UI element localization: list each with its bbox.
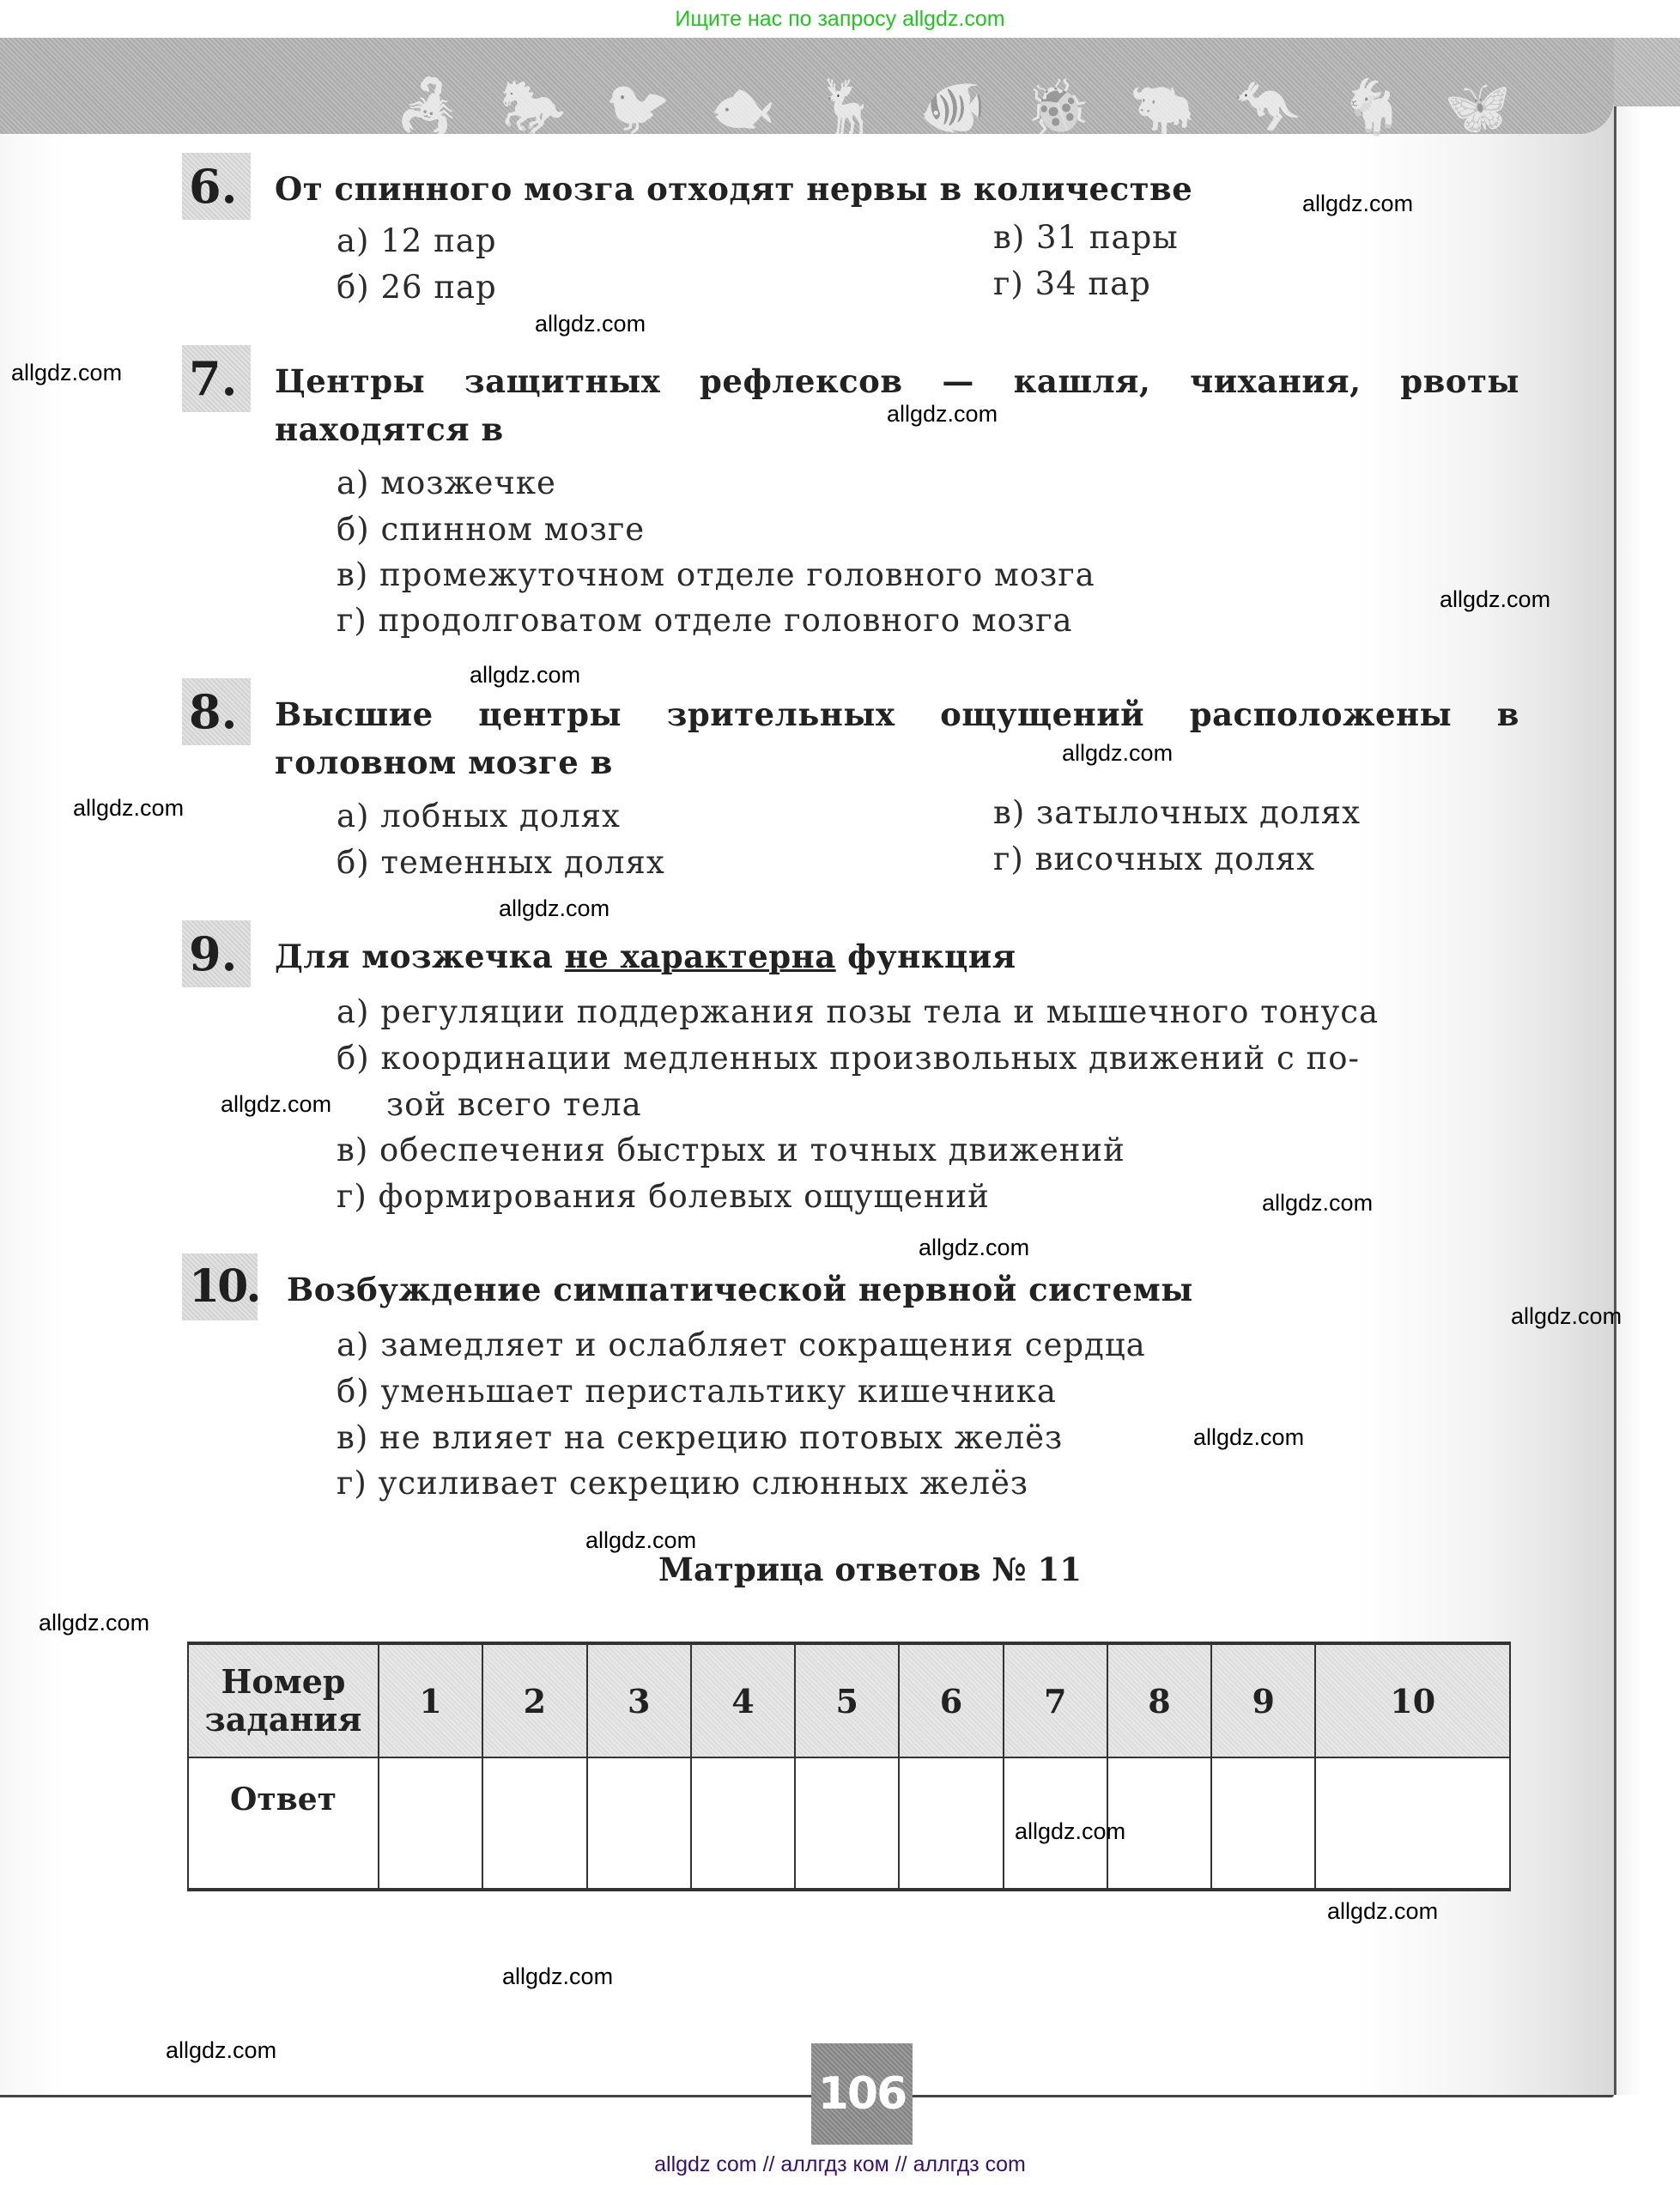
watermark: allgdz.com [73,795,185,821]
option-v: в) 31 пары [993,219,1179,256]
question-number-badge: 10. [182,1253,258,1320]
question-number-badge: 9. [182,920,251,987]
option-a: а) мозжечке [337,464,556,501]
answer-cell-5[interactable] [795,1757,899,1890]
option-v: в) затылочных долях [993,794,1361,831]
task-column-5: 5 [795,1643,899,1757]
option-g: г) формирования болевых ощущений [337,1178,990,1215]
insect-icon: 🐞 [1024,76,1091,138]
matrix-header-row [188,1643,1510,1757]
answer-cell-2[interactable] [482,1757,586,1890]
option-b: б) 26 пар [337,269,497,306]
task-column-1: 1 [379,1643,482,1757]
task-column-2: 2 [482,1643,586,1757]
option-b: б) уменьшает перистальтику кишечника [337,1373,1057,1410]
antelope-icon: 🐐 [1339,76,1406,138]
option-a: а) регуляции поддержания позы тела и мышечного тонуса [337,993,1380,1030]
emphasis-underline: не характерна [564,938,836,975]
answer-matrix-title: Матрица ответов № 11 [658,1551,1082,1588]
animal-silhouettes-strip [395,57,1511,138]
option-b: б) координации медленных произвольных движений с по- [337,1040,1360,1077]
option-v: в) промежуточном отделе головного мозга [337,556,1095,593]
option-v: в) не влияет на секрецию потовых желёз [337,1419,1064,1456]
watermark: allgdz.com [166,2037,277,2063]
watermark: allgdz.com [1511,1303,1622,1329]
kangaroo-icon: 🦘 [1234,76,1301,138]
option-b: б) теменных долях [337,844,665,881]
watermark: allgdz.com [1262,1190,1374,1216]
answer-cell-3[interactable] [587,1757,691,1890]
watermark: allgdz.com [535,311,646,337]
next-page-edge [1614,38,1680,2095]
option-g: г) 34 пар [993,265,1151,302]
watermark: allgdz.com [1015,1818,1126,1844]
matrix-answer-row [188,1757,1510,1890]
task-column-10: 10 [1315,1643,1510,1757]
scorpion-icon: 🦂 [395,76,462,138]
option-g: г) продолговатом отделе головного мозга [337,602,1073,639]
question-text: От спинного мозга отходят нервы в количестве [275,170,1193,208]
option-g: г) усиливает секрецию слюнных желёз [337,1465,1029,1502]
watermark: allgdz.com [585,1527,697,1553]
butterfly-icon: 🦋 [1444,76,1511,138]
next-page-header-band [1614,38,1680,106]
option-b: б) спинном мозге [337,511,646,548]
watermark: allgdz.com [470,662,581,688]
answer-cell-4[interactable] [691,1757,795,1890]
watermark: allgdz.com [887,401,998,427]
task-column-9: 9 [1211,1643,1315,1757]
question-text: Для мозжечка не характерна функция [275,938,1016,975]
watermark: allgdz.com [1440,586,1551,612]
question-number-badge: 7. [182,345,251,412]
watermark: allgdz.com [502,1963,614,1989]
task-column-3: 3 [587,1643,691,1757]
option-a: а) 12 пар [337,222,497,259]
question-text: Возбуждение симпатической нервной системы [287,1271,1193,1308]
question-number-badge: 8. [182,678,251,745]
bottom-promo-banner: allgdz com // аллгдз ком // аллгдз com [654,2152,1026,2176]
fish-icon: 🐟 [709,76,776,138]
bird-icon: 🐦 [604,76,671,138]
page-footer-rule [0,2095,1614,2097]
watermark: allgdz.com [919,1235,1030,1260]
page-number-badge: 106 [811,2043,913,2145]
watermark: allgdz.com [499,895,610,921]
watermark: allgdz.com [1062,740,1174,766]
watermark: allgdz.com [221,1091,332,1117]
question-text: Центры защитных рефлексов — кашля, чихания, рвоты находятся в [275,362,1519,448]
deer-icon: 🦌 [815,76,882,138]
option-v: в) обеспечения быстрых и точных движений [337,1132,1125,1168]
option-a: а) замедляет и ослабляет сокращения сердца [337,1326,1146,1363]
answer-cell-1[interactable] [379,1757,482,1890]
question-number-badge: 6. [182,153,251,220]
horse-icon: 🐎 [500,76,567,138]
answer-cell-10[interactable] [1315,1757,1510,1890]
option-g: г) височных долях [993,841,1316,877]
task-column-7: 7 [1004,1643,1107,1757]
seahorse-icon: 🐠 [919,76,986,138]
top-promo-banner: Ищите нас по запросу allgdz.com [675,7,1005,31]
task-column-8: 8 [1107,1643,1211,1757]
task-number-label: Номер задания [188,1643,379,1757]
task-column-4: 4 [691,1643,795,1757]
watermark: allgdz.com [1302,191,1414,216]
option-a: а) лобных долях [337,798,621,835]
answer-cell-6[interactable] [899,1757,1003,1890]
answer-label: Ответ [188,1757,379,1890]
option-b-continued: зой всего тела [386,1086,642,1123]
answer-matrix-table [187,1642,1511,1891]
question-text: Высшие центры зрительных ощущений расположены в головном мозге в [275,695,1519,781]
watermark: allgdz.com [11,360,123,385]
task-column-6: 6 [899,1643,1003,1757]
bison-icon: 🐃 [1129,76,1197,138]
watermark: allgdz.com [1327,1898,1439,1924]
answer-cell-9[interactable] [1211,1757,1315,1890]
watermark: allgdz.com [39,1610,150,1636]
watermark: allgdz.com [1193,1424,1305,1450]
